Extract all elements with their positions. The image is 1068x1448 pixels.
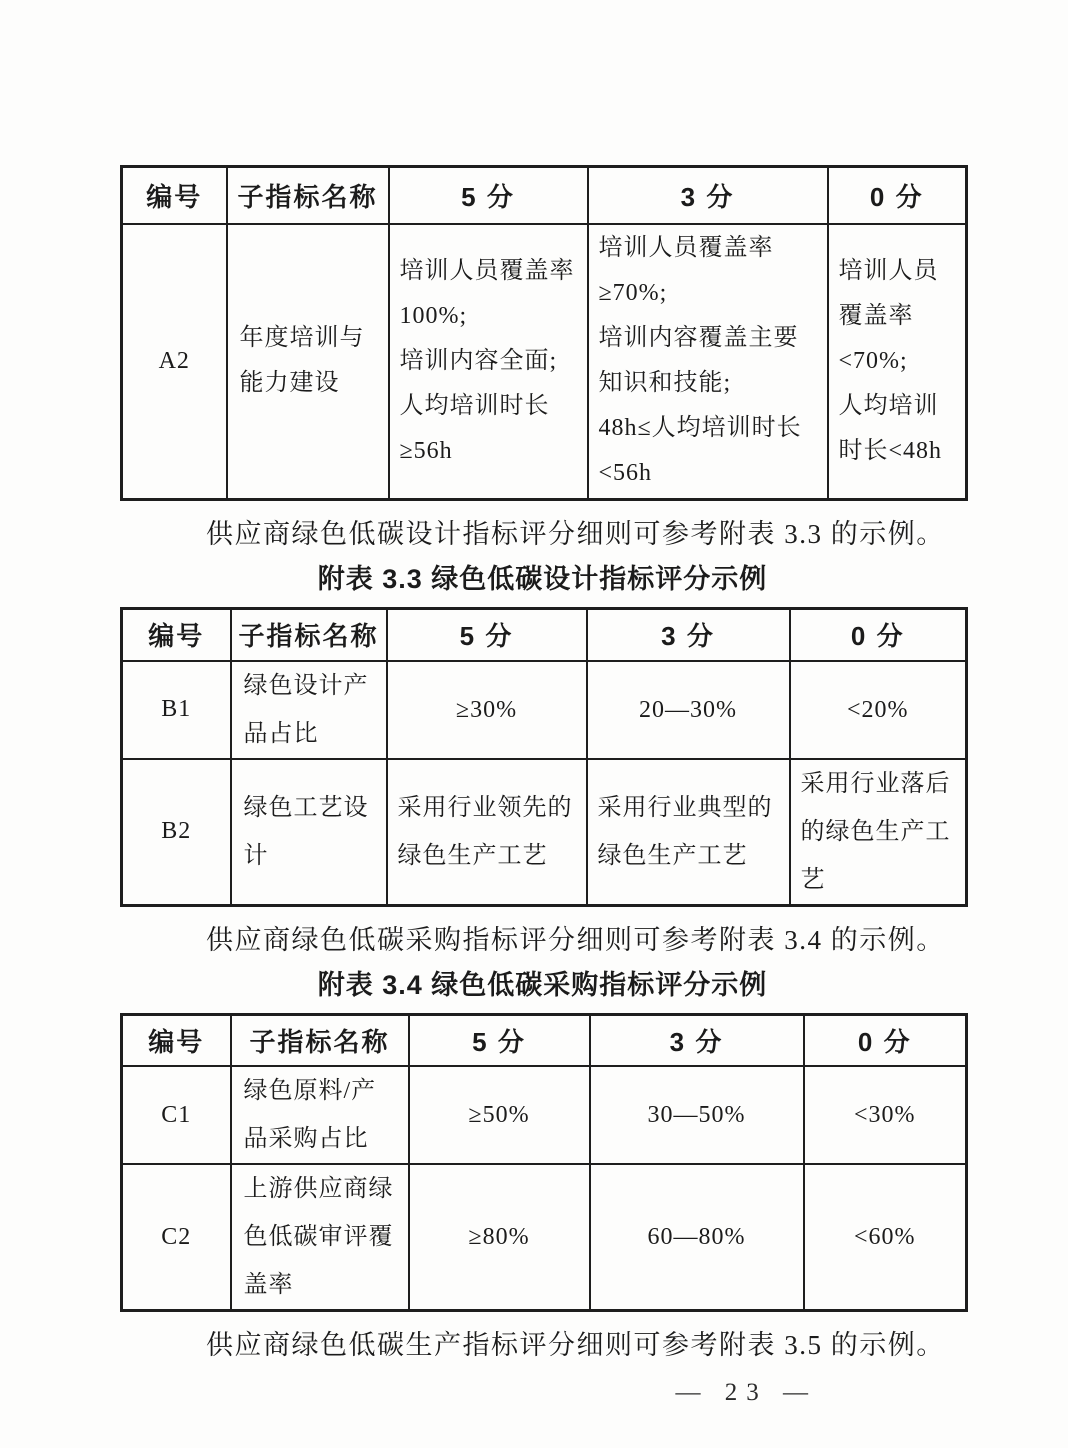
criterion-line: 培训内容覆盖主要知识和技能; — [598, 325, 799, 397]
criterion-line: <20% — [846, 696, 909, 723]
criterion-line: 20—30% — [639, 696, 737, 723]
table-row-c2 — [122, 1164, 967, 1311]
criterion-line: 48h≤人均培训时长<56h — [598, 415, 802, 487]
header-cell-name: 子指标名称 — [231, 1014, 409, 1066]
cell-score5 — [409, 1066, 590, 1164]
criterion-line: <60% — [853, 1224, 916, 1250]
table-row-b1 — [122, 661, 967, 759]
cell-score0 — [790, 661, 967, 759]
page-content — [120, 165, 965, 1407]
table-design-scoring — [120, 607, 968, 907]
header-cell-score3: 3 分 — [588, 167, 828, 224]
header-cell-score3: 3 分 — [587, 609, 790, 661]
criterion-line: ≥80% — [468, 1224, 530, 1250]
table-header-row — [122, 609, 967, 661]
cell-score3 — [590, 1164, 804, 1311]
cell-score3 — [590, 1066, 804, 1164]
note-procurement: 供应商绿色低碳采购指标评分细则可参考附表 3.4 的示例。 — [206, 924, 945, 955]
header-cell-code: 编号 — [122, 167, 227, 224]
cell-code: C2 — [122, 1164, 231, 1311]
table-header-row — [122, 167, 967, 224]
criterion-line: 60—80% — [647, 1224, 746, 1250]
cell-score0 — [804, 1164, 967, 1311]
table-row-b2 — [122, 759, 967, 906]
table-header-row — [122, 1014, 967, 1066]
cell-score5 — [387, 759, 587, 906]
header-cell-score5: 5 分 — [389, 167, 588, 224]
cell-name — [231, 661, 387, 759]
criterion-line: ≥50% — [468, 1102, 530, 1128]
cell-score0 — [828, 224, 967, 500]
header-cell-name: 子指标名称 — [227, 167, 389, 224]
header-cell-name: 子指标名称 — [231, 609, 387, 661]
criterion-line: 采用行业典型的绿色生产工艺 — [597, 794, 773, 869]
header-cell-score0: 0 分 — [804, 1014, 967, 1066]
table-row-a2 — [122, 224, 967, 500]
cell-name — [231, 1164, 409, 1311]
header-cell-score3: 3 分 — [590, 1014, 804, 1066]
criterion-line: <30% — [853, 1102, 916, 1128]
criterion-line: 采用行业落后的绿色生产工艺 — [800, 770, 951, 893]
caption-table-3-4: 附表 3.4 绿色低碳采购指标评分示例 — [317, 969, 768, 1000]
indicator-name: 绿色原料/产品采购占比 — [243, 1078, 377, 1152]
criterion-line: 培训内容全面; — [399, 347, 558, 374]
criterion-line: 人均培训时长≥56h — [399, 392, 550, 464]
criterion-line: 培训人员覆盖率<70%; — [838, 257, 939, 374]
header-cell-code: 编号 — [122, 1014, 231, 1066]
cell-score3 — [588, 224, 828, 500]
page-number: — 23 — — [675, 1379, 817, 1406]
criterion-line: 培训人员覆盖率100%; — [399, 257, 575, 329]
indicator-name: 上游供应商绿色低碳审评覆盖率 — [243, 1176, 394, 1298]
criterion-line: 培训人员覆盖率≥70%; — [598, 235, 774, 307]
cell-code: C1 — [122, 1066, 231, 1164]
header-cell-code: 编号 — [122, 609, 231, 661]
table-row-c1 — [122, 1066, 967, 1164]
cell-score3 — [587, 759, 790, 906]
header-cell-score0: 0 分 — [828, 167, 967, 224]
header-cell-score5: 5 分 — [387, 609, 587, 661]
cell-name — [227, 224, 389, 500]
criterion-line: 采用行业领先的绿色生产工艺 — [397, 794, 573, 869]
cell-score5 — [389, 224, 588, 500]
cell-name — [231, 759, 387, 906]
cell-score0 — [804, 1066, 967, 1164]
cell-name — [231, 1066, 409, 1164]
table-annual-training — [120, 165, 968, 501]
indicator-name: 年度培训与能力建设 — [239, 325, 365, 397]
note-design: 供应商绿色低碳设计指标评分细则可参考附表 3.3 的示例。 — [206, 519, 945, 549]
cell-code: A2 — [122, 224, 227, 500]
cell-code: B1 — [122, 661, 231, 759]
cell-code: B2 — [122, 759, 231, 906]
criterion-line: 30—50% — [647, 1102, 746, 1128]
criterion-line: ≥30% — [455, 696, 518, 723]
cell-score3 — [587, 661, 790, 759]
cell-score0 — [790, 759, 967, 906]
indicator-name: 绿色工艺设计 — [243, 794, 369, 869]
header-cell-score5: 5 分 — [409, 1014, 590, 1066]
caption-table-3-3: 附表 3.3 绿色低碳设计指标评分示例 — [317, 564, 768, 594]
cell-score5 — [409, 1164, 590, 1311]
note-production: 供应商绿色低碳生产指标评分细则可参考附表 3.5 的示例。 — [206, 1330, 945, 1360]
header-cell-score0: 0 分 — [790, 609, 967, 661]
cell-score5 — [387, 661, 587, 759]
criterion-line: 人均培训时长<48h — [838, 392, 943, 464]
indicator-name: 绿色设计产品占比 — [243, 672, 369, 747]
table-procurement-scoring — [120, 1013, 968, 1313]
